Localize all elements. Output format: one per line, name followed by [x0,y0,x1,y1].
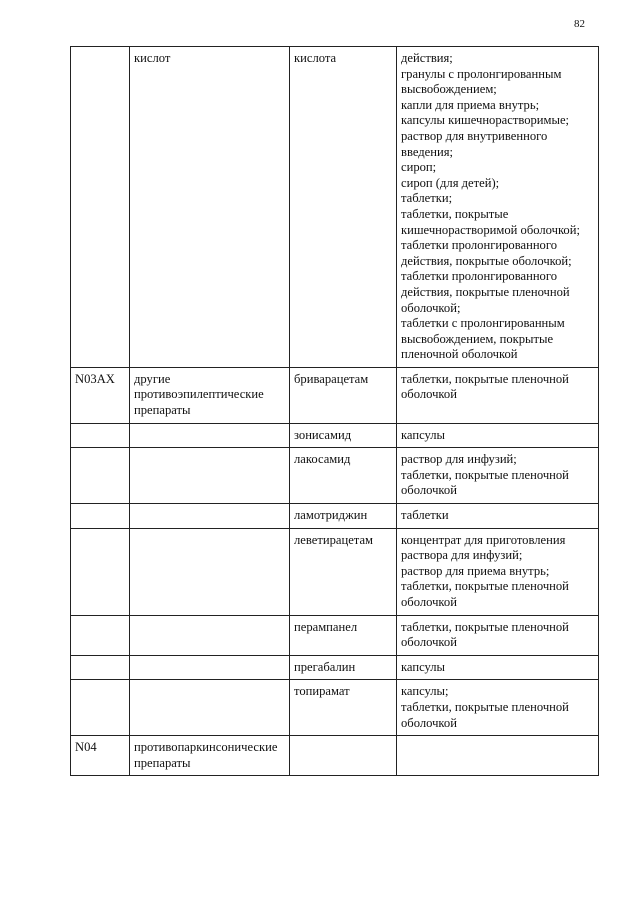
dosage-form-item: раствор для внутривенного введения; [401,128,548,159]
table-body [71,47,599,776]
dosage-form-item: таблетки, покрытые пленочной оболочкой [401,619,569,650]
dosage-forms-cell [397,736,599,776]
dosage-form-item: капсулы [401,427,446,442]
dosage-form-item: таблетки пролонгированного действия, покрытые пленочной оболочкой; [401,269,570,315]
dosage-forms-cell [397,615,599,655]
substance-cell: ламотриджин [290,504,397,529]
dosage-form-item: сироп (для детей); [401,175,500,190]
table-row [71,528,599,615]
group-name-cell: другие противоэпилептические препараты [130,367,290,423]
atc-code-cell [71,448,130,504]
atc-code-cell: N04 [71,736,130,776]
substance-cell: перампанел [290,615,397,655]
atc-code-cell [71,504,130,529]
atc-code-cell [71,680,130,736]
dosage-form-item: таблетки с пролонгированным высвобождением, покрытые пленочной оболочкой [401,316,565,362]
dosage-form-item: раствор для приема внутрь; [401,563,550,578]
table-row [71,655,599,680]
dosage-form-item: раствор для инфузий; [401,452,517,467]
dosage-form-item: гранулы с пролонгированным высвобождением; [401,66,562,97]
table-row [71,736,599,776]
group-name-cell [130,655,290,680]
atc-code-cell [71,423,130,448]
dosage-forms-cell [397,367,599,423]
substance-cell: кислота [290,47,397,368]
dosage-form-item: капсулы кишечнорастворимые; [401,113,570,128]
page-number: 82 [574,18,585,30]
atc-code-cell [71,528,130,615]
substance-cell: бриварацетам [290,367,397,423]
dosage-form-item: капли для приема внутрь; [401,97,540,112]
dosage-forms-cell [397,47,599,368]
dosage-form-item: таблетки, покрытые пленочной оболочкой [401,699,569,730]
dosage-forms-cell [397,448,599,504]
dosage-forms-cell [397,423,599,448]
dosage-form-item: капсулы [401,659,446,674]
dosage-forms-cell [397,680,599,736]
substance-cell: зонисамид [290,423,397,448]
atc-code-cell [71,47,130,368]
substance-cell [290,736,397,776]
group-name-cell [130,448,290,504]
dosage-forms-cell [397,504,599,529]
dosage-form-item: таблетки, покрытые пленочной оболочкой [401,579,569,609]
dosage-form-item: таблетки пролонгированного действия, покрытые оболочкой; [401,238,572,268]
dosage-form-item: капсулы; [401,684,449,699]
dosage-form-item: концентрат для приготовления раствора для инфузий; [401,532,566,563]
substance-cell: лакосамид [290,448,397,504]
table-row [71,680,599,736]
dosage-forms-cell [397,655,599,680]
table-row [71,504,599,529]
group-name-cell: кислот [130,47,290,368]
group-name-cell [130,528,290,615]
substance-cell: топирамат [290,680,397,736]
table-row [71,423,599,448]
dosage-form-item: таблетки, покрытые пленочной оболочкой [401,371,569,402]
substance-cell: леветирацетам [290,528,397,615]
substance-cell: прегабалин [290,655,397,680]
dosage-form-item: таблетки, покрытые кишечнорастворимой оболочкой; [401,206,580,237]
group-name-cell: противопаркинсонические препараты [130,736,290,776]
group-name-cell [130,423,290,448]
group-name-cell [130,680,290,736]
atc-code-cell [71,655,130,680]
dosage-form-item: действия; [401,51,453,65]
dosage-form-item: таблетки [401,508,449,523]
table-row [71,448,599,504]
dosage-form-item: сироп; [401,160,437,175]
table-row [71,615,599,655]
table-row [71,367,599,423]
atc-code-cell: N03AX [71,367,130,423]
atc-code-cell [71,615,130,655]
drug-table [70,46,599,776]
group-name-cell [130,504,290,529]
table-row [71,47,599,368]
dosage-form-item: таблетки, покрытые пленочной оболочкой [401,467,569,498]
group-name-cell [130,615,290,655]
dosage-form-item: таблетки; [401,191,453,206]
dosage-forms-cell [397,528,599,615]
